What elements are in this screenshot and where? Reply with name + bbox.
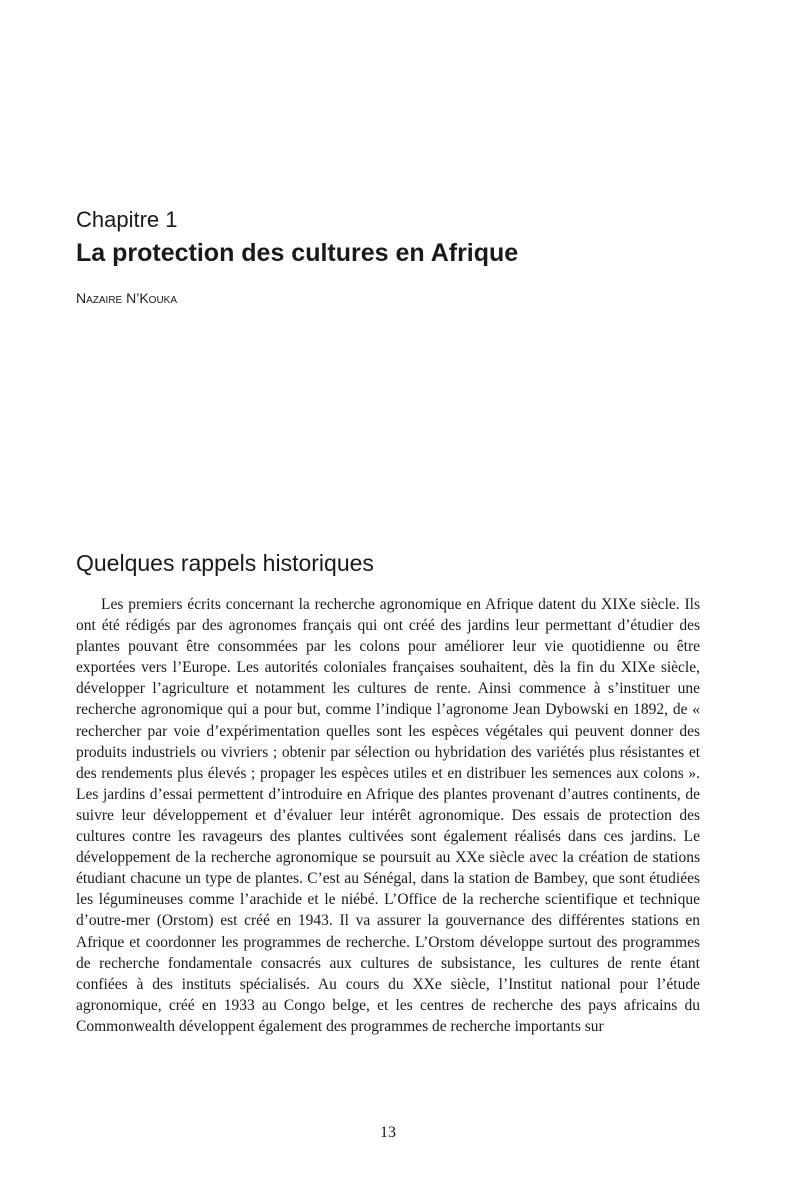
chapter-title: La protection des cultures en Afrique <box>76 239 519 267</box>
page-number: 13 <box>380 1124 396 1141</box>
body-paragraph: Les premiers écrits concernant la recherche agronomique en Afrique datent du XIXe siècle. Ils ont été rédigés par des agronomes français qui ont créé des jardins leur permettant d’étudier des plantes pouvant être consommées par les colons pour améliorer leur vie quotidienne ou être exportées vers l’Europe. Les autorités coloniales françaises souhaitent, dès la fin du XIXe siècle, développer l’agriculture et notamment les cultures de rente. Ainsi commence à s’instituer une recherche agronomique qui a pour but, comme l’indique l’agronome Jean Dybowski en 1892, de « rechercher par voie d’expérimentation quelles sont les espèces végétales qui peuvent donner des produits industriels ou vivriers ; obtenir par sélection ou hybridation des variétés plus résistantes et des rendements plus élevés ; propager les espèces utiles et en distribuer les semences aux colons ». Les jardins d’essai permettent d’introduire en Afrique des plantes provenant d’autres continents, de suivre leur développement et d’évaluer leur intérêt agronomique. Des essais de protection des cultures contre les ravageurs des plantes cultivées sont également réalisés dans ces jardins. Le développement de la recherche agronomique se poursuit au XXe siècle avec la création de stations étudiant chacune un type de plantes. C’est au Sénégal, dans la station de Bambey, que sont étudiées les légumineuses comme l’arachide et le niébé. L’Office de la recherche scientifique et technique d’outre-mer (Orstom) est créé en 1943. Il va assurer la gouvernance des différentes stations en Afrique et coordonner les programmes de recherche. L’Orstom développe surtout des programmes de recherche fondamentale consacrés aux cultures de subsistance, les cultures de rente étant confiées à des instituts spécialisés. Au cours du XXe siècle, l’Institut national pour l’étude agronomique, créé en 1933 au Congo belge, et les centres de recherche des pays africains du Commonwealth développent également des programmes de recherche importants sur <box>76 596 700 1035</box>
author-name: Nazaire N’Kouka <box>76 290 178 306</box>
section-heading: Quelques rappels historiques <box>76 550 374 576</box>
chapter-label: Chapitre 1 <box>76 207 178 232</box>
